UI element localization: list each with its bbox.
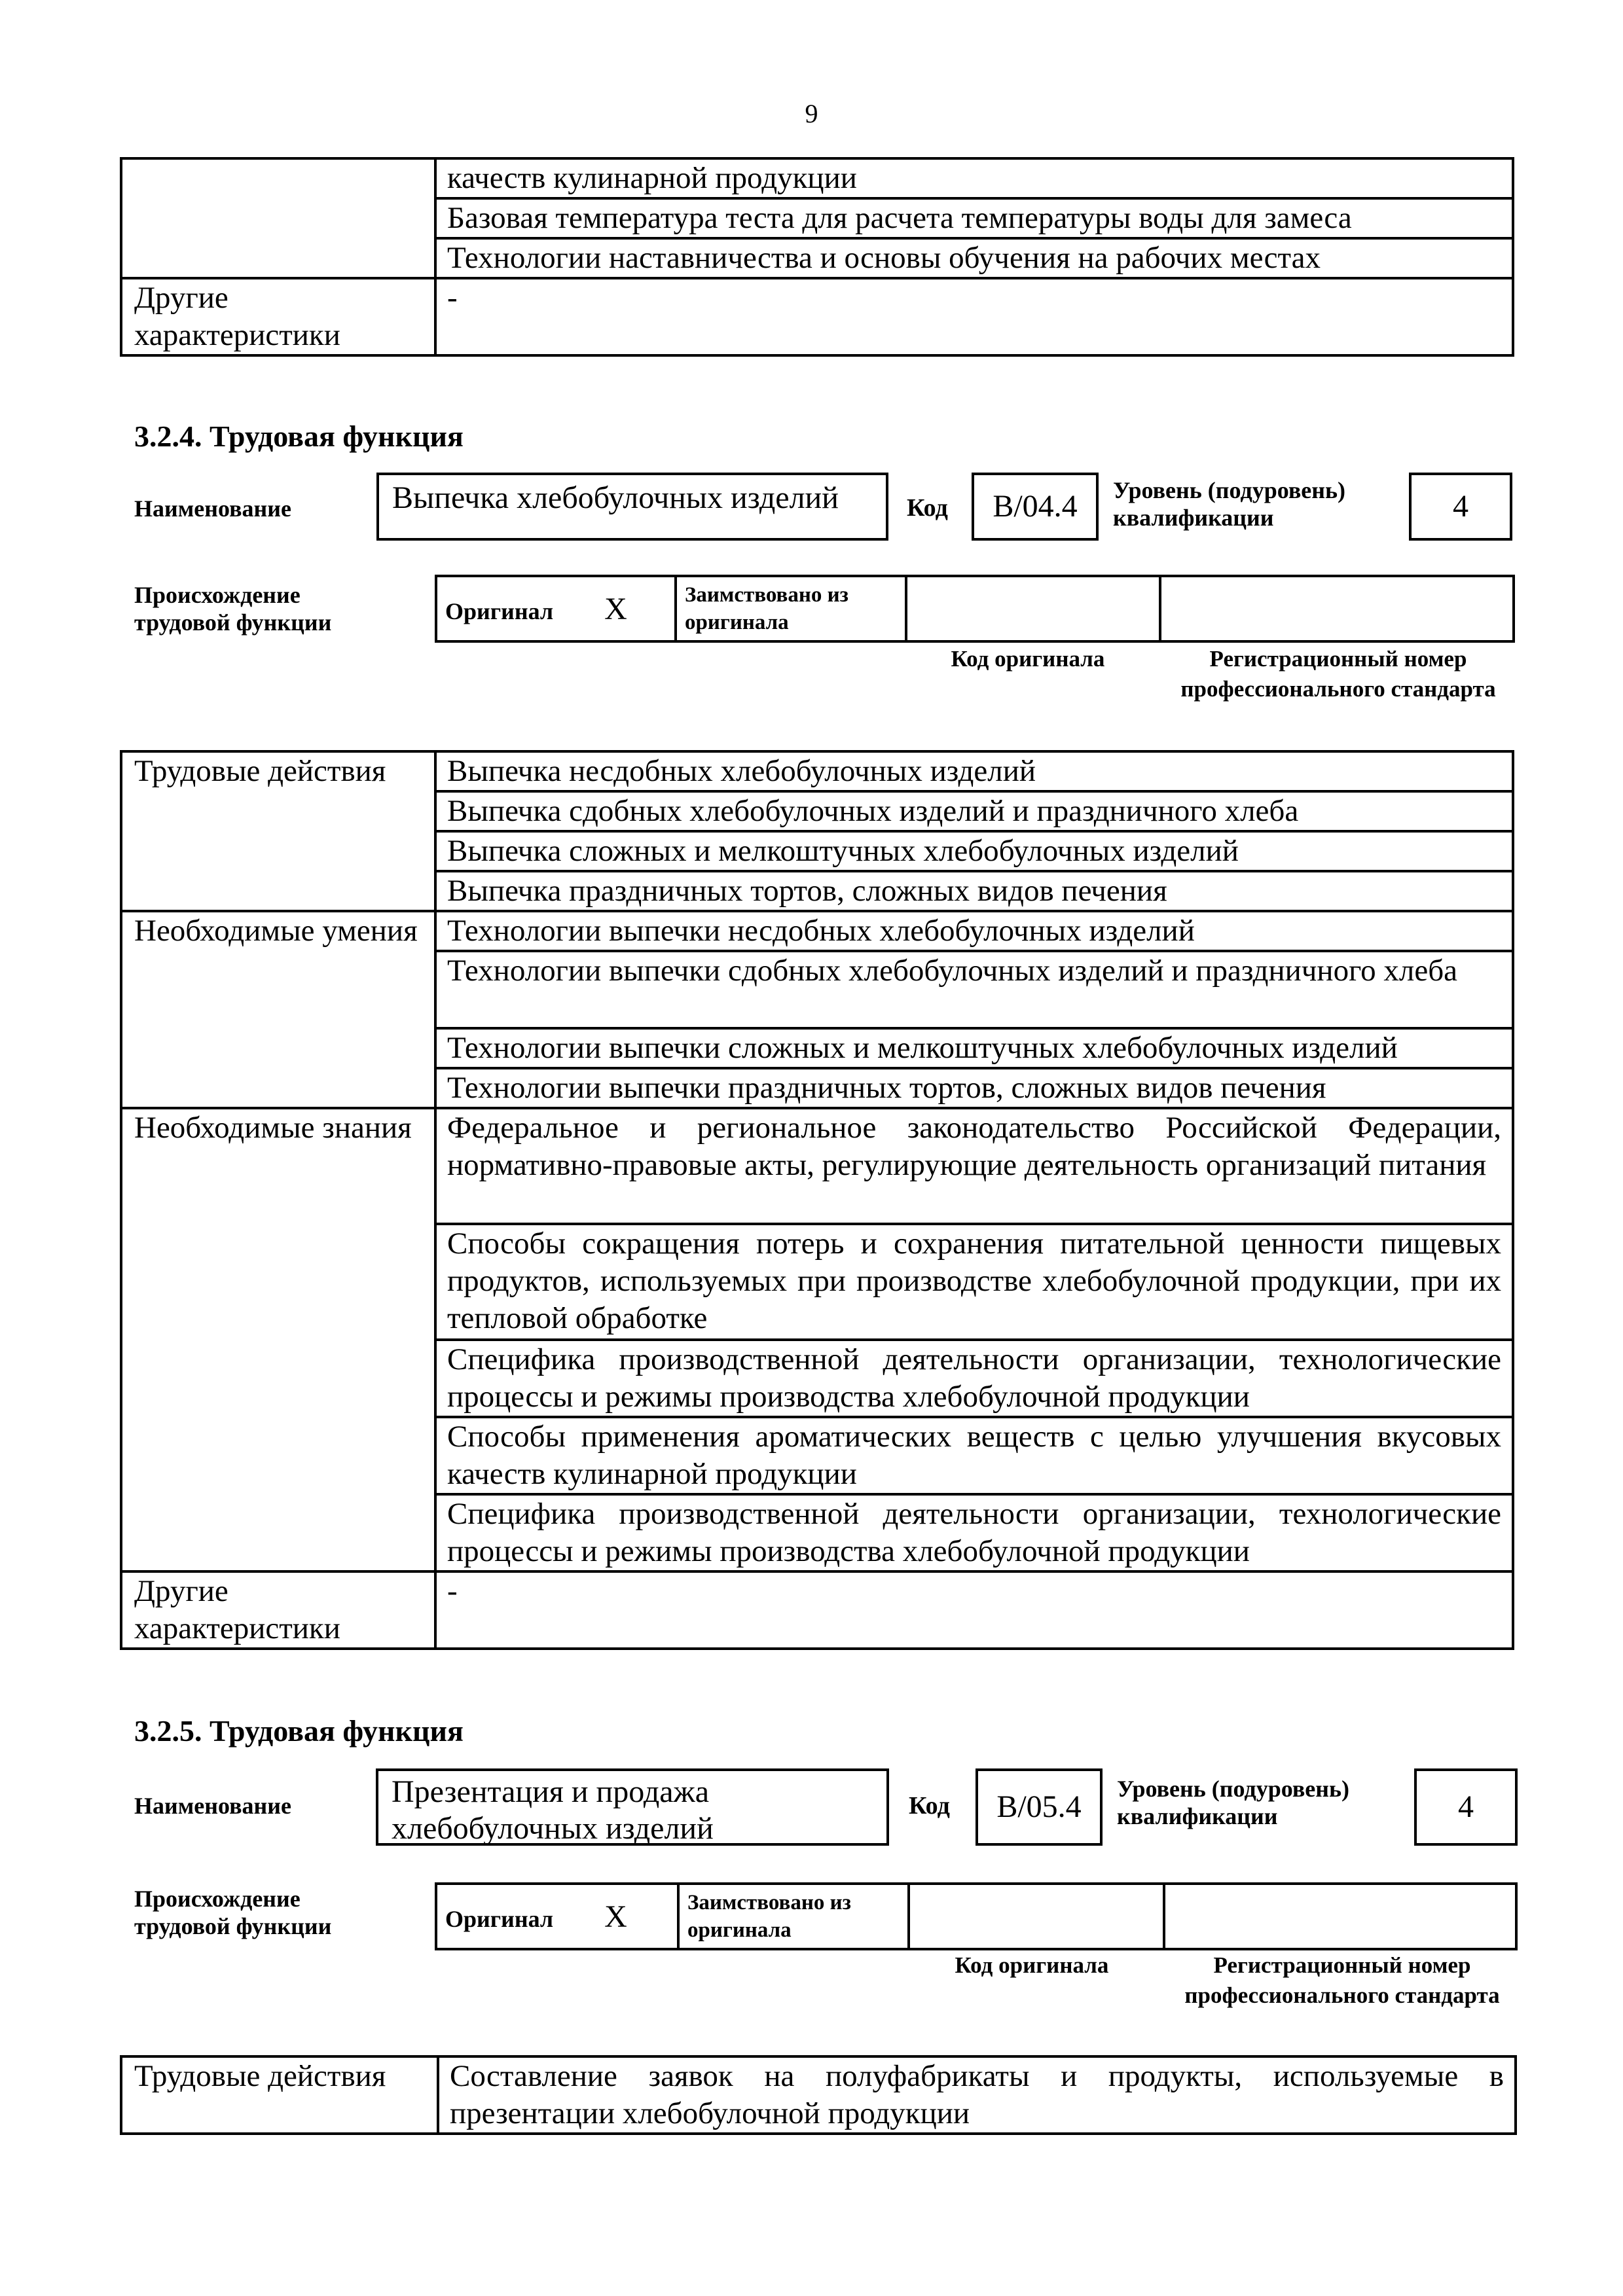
origin-table [435, 575, 1515, 643]
table-row: Способы сокращения потерь и сохранения питательной ценности пищевых продуктов, используемых при производстве хлебобулочной продукции, при их тепловой обработке [435, 1224, 1513, 1340]
table-row: Технологии выпечки праздничных тортов, сложных видов печения [435, 1068, 1513, 1108]
code-original-cell [906, 576, 1160, 641]
code-original-caption: Код оригинала [951, 646, 1105, 672]
required-skills-label: Необходимые умения [121, 911, 435, 1108]
original-mark: X [604, 1899, 627, 1934]
labor-actions-label: Трудовые действия [121, 2056, 438, 2134]
table-row: Технологии выпечки несдобных хлебобулочных изделий [435, 911, 1513, 951]
function-name: Презентация и продажа хлебобулочных изделий [392, 1774, 714, 1846]
original-cell [436, 1884, 678, 1949]
table-row: Составление заявок на полуфабрикаты и продукты, используемые в презентации хлебобулочной продукции [438, 2056, 1516, 2134]
table-row: Выпечка несдобных хлебобулочных изделий [435, 751, 1513, 791]
labor-actions-label: Трудовые действия [121, 751, 435, 911]
other-characteristics-label: Другие характеристики [121, 1571, 435, 1649]
table-row: Выпечка сложных и мелкоштучных хлебобулочных изделий [435, 831, 1513, 871]
function-name: Выпечка хлебобулочных изделий [392, 480, 839, 515]
qualification-level-label: Уровень (подуровень) квалификации [1117, 1776, 1350, 1829]
other-characteristics-label: Другие характеристики [121, 278, 435, 355]
name-label: Наименование [134, 495, 291, 522]
table-row: Федеральное и региональное законодательство Российской Федерации, нормативно-правовые акты, регулирующие деятельность организаций питания [435, 1108, 1513, 1224]
origin-label: Происхождение трудовой функции [134, 1886, 332, 1939]
table-row: Технологии выпечки сложных и мелкоштучных хлебобулочных изделий [435, 1028, 1513, 1068]
code-box [976, 1768, 1103, 1846]
table-row: Способы применения ароматических веществ с целью улучшения вкусовых качеств кулинарной продукции [435, 1417, 1513, 1494]
reg-number-caption: Регистрационный номер профессионального стандарта [1184, 1952, 1500, 2008]
continued-table [120, 157, 1514, 357]
name-label: Наименование [134, 1793, 291, 1819]
other-characteristics-value: - [435, 278, 1513, 355]
code-box [972, 473, 1099, 541]
table-row: Выпечка праздничных тортов, сложных видов печения [435, 871, 1513, 911]
original-cell [436, 576, 676, 641]
reg-number-caption: Регистрационный номер профессионального стандарта [1180, 646, 1496, 702]
borrowed-label: Заимствовано из оригинала [678, 1884, 909, 1949]
table-row: Технологии наставничества и основы обучения на рабочих местах [435, 238, 1513, 278]
code-original-caption: Код оригинала [955, 1952, 1109, 1978]
code-value: B/05.4 [996, 1789, 1082, 1824]
code-value: B/04.4 [993, 489, 1078, 524]
section-title-324: 3.2.4. Трудовая функция [134, 420, 464, 453]
labor-function-table-325 [120, 2055, 1517, 2135]
original-mark: X [604, 591, 627, 626]
other-characteristics-value: - [435, 1571, 1513, 1649]
reg-number-cell [1164, 1884, 1516, 1949]
level-value: 4 [1453, 489, 1468, 524]
code-label: Код [907, 494, 948, 522]
reg-number-cell [1160, 576, 1514, 641]
table-row: Специфика производственной деятельности организации, технологические процессы и режимы производства хлебобулочной продукции [435, 1494, 1513, 1571]
original-label: Оригинал [445, 1905, 554, 1932]
table-row: Специфика производственной деятельности организации, технологические процессы и режимы производства хлебобулочной продукции [435, 1340, 1513, 1417]
labor-function-table-324 [120, 750, 1514, 1650]
origin-label: Происхождение трудовой функции [134, 582, 332, 636]
table-row: Технологии выпечки сдобных хлебобулочных изделий и праздничного хлеба [435, 951, 1513, 1028]
section-title-325: 3.2.5. Трудовая функция [134, 1714, 464, 1748]
code-label: Код [909, 1792, 950, 1820]
borrowed-label: Заимствовано из оригинала [676, 576, 906, 641]
level-box [1414, 1768, 1518, 1846]
level-value: 4 [1458, 1789, 1474, 1824]
table-row: качеств кулинарной продукции [435, 158, 1513, 198]
level-box [1409, 473, 1512, 541]
table-row: Выпечка сдобных хлебобулочных изделий и праздничного хлеба [435, 791, 1513, 831]
qualification-level-label: Уровень (подуровень) квалификации [1113, 477, 1346, 531]
function-name-box [376, 1768, 889, 1846]
origin-table [435, 1882, 1518, 1950]
continued-label-cell [121, 158, 435, 278]
required-knowledge-label: Необходимые знания [121, 1108, 435, 1571]
table-row: Базовая температура теста для расчета температуры воды для замеса [435, 198, 1513, 238]
page-number: 9 [805, 99, 818, 128]
original-label: Оригинал [445, 598, 554, 624]
code-original-cell [909, 1884, 1164, 1949]
function-name-box [376, 473, 888, 541]
